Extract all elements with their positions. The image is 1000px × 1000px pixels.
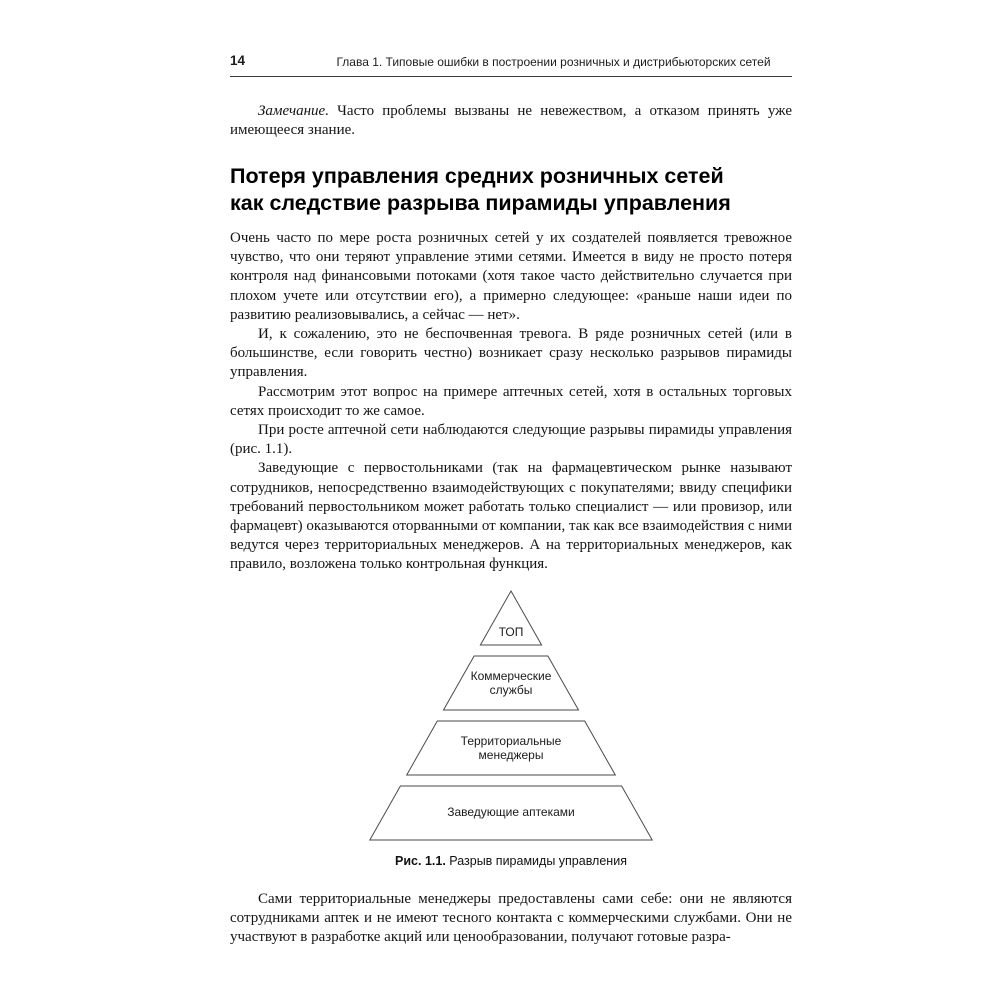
pyramid-level-1-label: ТОП xyxy=(498,624,524,639)
pyramid-level-3-label: Территориальные менеджеры xyxy=(460,733,562,762)
body-paragraph-2: И, к сожалению, это не беспочвенная тревога. В ряде розничных сетей (или в большинстве, если говорить честно) возникает сразу несколько разрывов пирамиды управления. xyxy=(230,326,792,381)
section-heading-line-1: Потеря управления средних розничных сетей xyxy=(230,164,724,188)
remark-paragraph xyxy=(230,102,792,140)
figure-caption-label: Рис. 1.1. xyxy=(395,853,446,868)
body-paragraph-3: Рассмотрим этот вопрос на примере аптечных сетей, хотя в остальных торговых сетях происходит то же самое. xyxy=(230,383,792,419)
body-paragraph-5: Заведующие с первостольниками (так на фармацевтическом рынке называют сотрудников, непосредственно взаимодействующих с покупателями; ввиду специфики требований первостольником может работать только специалист — или провизор, или фармацевт) оказываются оторванными от компании, так как все взаимодействия с ними ведутся через территориальных менеджеров. А на территориальных менеджеров, как правило, возложена только контрольная функция. xyxy=(230,460,792,573)
pyramid-diagram xyxy=(230,589,792,843)
remark-text: Часто проблемы вызваны не невежеством, а отказом принять уже имеющееся знание. xyxy=(230,103,792,138)
body-paragraph-1: Очень часто по мере роста розничных сетей у их создателей появляется тревожное чувство, что они теряют управление этими сетями. Имеется в виду не просто потеря контроля над финансовыми потоками (хотя такое часто действительно случается при плохом учете или отсутствии его), а примерно следующее: «раньше наши идеи по развитию реализовывались, а сейчас — нет». xyxy=(230,230,792,323)
page-number: 14 xyxy=(230,53,246,68)
figure-caption xyxy=(230,854,792,868)
running-title: Глава 1. Типовые ошибки в построении розничных и дистрибьюторских сетей xyxy=(336,55,771,69)
remark-lead: Замечание. xyxy=(258,103,329,119)
pyramid-level-4-label: Заведующие аптеками xyxy=(447,804,575,819)
body-paragraph-6: Сами территориальные менеджеры предоставлены сами себе: они не являются сотрудниками аптек и не имеют тесного контакта с коммерческими службами. Они не участвуют в разработке акций или ценообразовании, получают готовые разра- xyxy=(230,890,792,946)
figure-1-1 xyxy=(230,589,792,868)
body-paragraph-4: При росте аптечной сети наблюдаются следующие разрывы пирамиды управления (рис. 1.1). xyxy=(230,422,792,458)
pyramid-level-2-label: Коммерческие службы xyxy=(470,668,552,697)
page-header xyxy=(230,55,792,77)
section-heading xyxy=(230,163,792,217)
text-column xyxy=(230,0,792,947)
section-heading-line-2: как следствие разрыва пирамиды управления xyxy=(230,191,731,215)
figure-caption-text: Разрыв пирамиды управления xyxy=(445,853,627,868)
